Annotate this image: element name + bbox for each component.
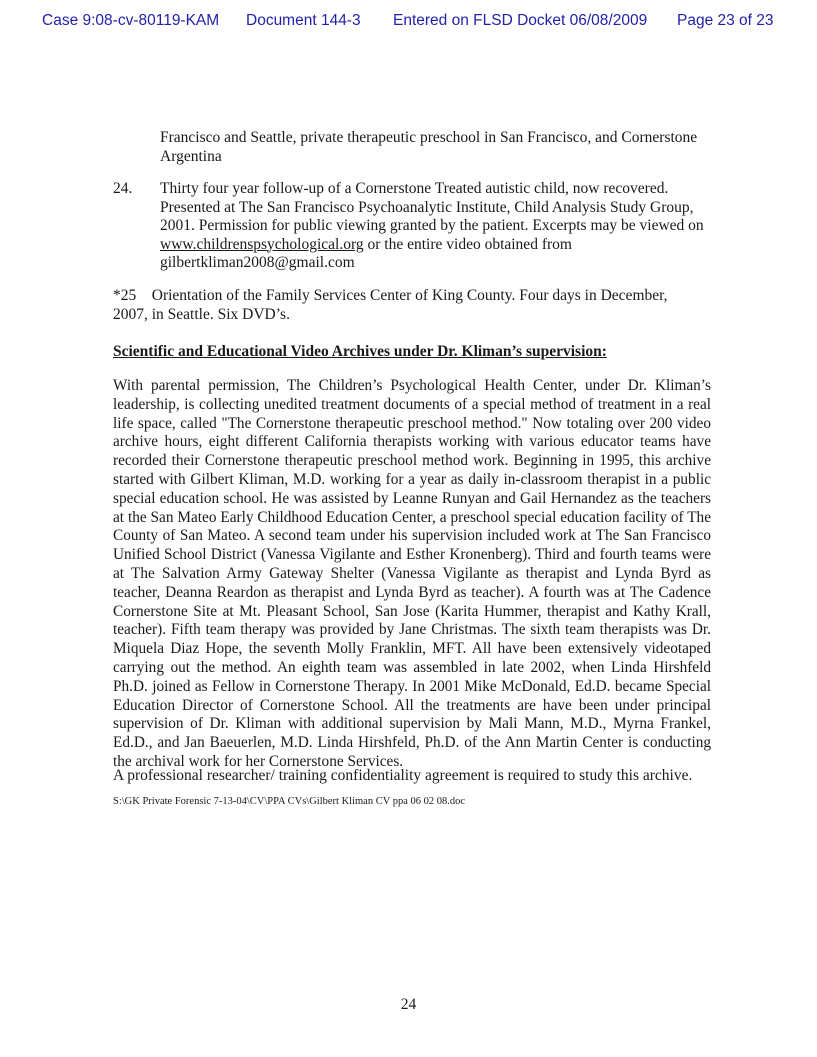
page-count: Page 23 of 23: [677, 12, 774, 29]
case-number: Case 9:08-cv-80119-KAM: [42, 12, 220, 29]
item-25-description: Orientation of the Family Services Center of King County. Four days in December, 2007, in Seattle. Six DVD’s.: [113, 287, 668, 323]
docket-header: [0, 0, 817, 40]
item-24-description: Thirty four year follow-up of a Cornerstone Treated autistic child, now recovered. Presented at The San Francisco Psychoanalytic Institute, Child Analysis Study Group, 2001. Permission for public viewing granted by the patient. Excerpts may be viewed on: [160, 180, 704, 234]
docket-entry: Entered on FLSD Docket 06/08/2009: [393, 12, 648, 29]
item-24-contact: or the entire video obtained from gilbertkliman2008@gmail.com: [160, 235, 572, 271]
continuation-text: Francisco and Seattle, private therapeutic preschool in San Francisco, and Cornerstone Argentina: [160, 129, 698, 165]
item-24-text: [160, 180, 718, 273]
item-number: 24.: [113, 180, 133, 197]
website-link[interactable]: www.childrenspsychological.org: [160, 235, 364, 253]
item-25-text: [113, 287, 703, 324]
file-path: S:\GK Private Forensic 7-13-04\CV\PPA CVs\Gilbert Kliman CV ppa 06 02 08.doc: [113, 796, 466, 807]
confidentiality-note: A professional researcher/ training confidentiality agreement is required to study this archive.: [113, 767, 693, 784]
section-heading: Scientific and Educational Video Archives under Dr. Kliman’s supervision:: [113, 343, 607, 360]
page-number: 24: [400, 996, 417, 1013]
archive-paragraph: With parental permission, The Children’s Psychological Health Center, under Dr. Kliman’s leadership, is collecting unedited treatment documents of a special method of treatment in a real life space, called "The Cornerstone therapeutic preschool method." Now totaling over 200 video archive hours, eight different California therapists working with various educator teams have recorded their Cornerstone therapeutic preschool method work. Beginning in 1995, this archive started with Gilbert Kliman, M.D. working for a year as daily in-classroom therapist in a public special education school. He was assisted by Leanne Runyan and Gail Hernandez as the teachers at the San Mateo Early Childhood Education Center, a preschool special education facility of The County of San Mateo. A second team under his supervision included work at The San Francisco Unified School District (Vanessa Vigilante and Esther Kronenberg). Third and fourth teams were at The Salvation Army Gateway Shelter (Vanessa Vigilante as therapist and Lynda Byrd as teacher, Deanna Reardon as therapist and Lynda Byrd as teacher). A fourth was at The Cadence Cornerstone Site at Mt. Pleasant School, San Jose (Karita Hummer, therapist and Kathy Krall, teacher). Fifth team therapy was provided by Jane Christmas. The sixth team therapists was Dr. Miquela Diaz Hope, the seventh Molly Franklin, MFT. All have been extensively videotaped carrying out the method. An eighth team was assembled in late 2002, when Linda Hirshfeld Ph.D. joined as Fellow in Cornerstone Therapy. In 2001 Mike McDonald, Ed.D. became Special Education Director of Cornerstone School. All the treatments are have been under principal supervision of Dr. Kliman with additional supervision by Mali Mann, M.D., Myrna Frankel, Ed.D., and Jan Baeuerlen, M.D. Linda Hirshfeld, Ph.D. of the Ann Martin Center is conducting the archival work for her Cornerstone Services.: [113, 377, 711, 770]
document-number: Document 144-3: [246, 12, 361, 29]
item-number: *25: [113, 287, 137, 304]
